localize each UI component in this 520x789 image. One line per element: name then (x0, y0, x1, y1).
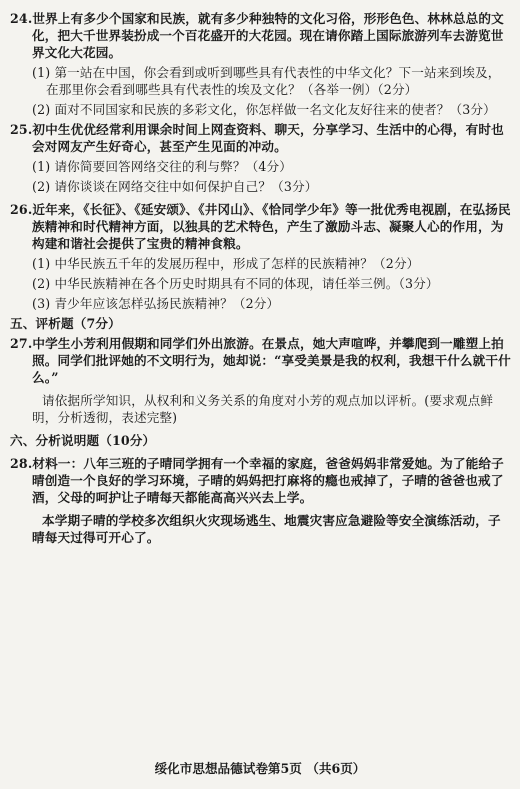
q26-intro-line-2: 族精神和时代精神方面，以独具的艺术特色，产生了激励斗志、凝聚人心的作用，为 (32, 219, 504, 234)
q28-material-line-2: 晴创造一个良好的学习环境，子晴的妈妈把打麻将的瘾也戒掉了，子晴的爸爸也戒了 (32, 473, 504, 488)
question-28 (10, 455, 508, 546)
q27-intro-line-2: 照。同学们批评她的不文明行为，她却说：“享受美景是我的权利，我想干什么就干什 (32, 353, 511, 368)
q26-sub2: (2) 中华民族精神在各个历史时期具有不同的体现，请任举三例。（3分） (32, 276, 439, 291)
q26-intro-line-3: 构建和谐社会提供了宝贵的精神食粮。 (32, 236, 249, 251)
q27-intro-line-3: 么。” (32, 370, 59, 385)
q27-intro-line-1: 27.中学生小芳利用假期和同学们外出旅游。在景点，她大声喧哗，并攀爬到一雕塑上拍 (10, 336, 504, 351)
q28-para2-line-1: 本学期子晴的学校多次组织火灾现场逃生、地震灾害应急避险等安全演练活动，子 (42, 513, 501, 528)
q25-sub2: (2) 请你谈谈在网络交往中如何保护自己？（3分） (32, 179, 318, 194)
question-27 (10, 335, 511, 426)
q24-sub2: (2) 面对不同国家和民族的多彩文化，你怎样做一名文化友好往来的使者？（3分） (32, 102, 496, 117)
section-6-heading: 六、分析说明题（10分） (10, 433, 156, 448)
page-footer: 绥化市思想品德试卷第5页 （共6页） (154, 761, 366, 776)
q24-intro-line-2: 化，把大千世界装扮成一个百花盛开的大花园。现在请你踏上国际旅游列车去游览世 (32, 28, 504, 43)
question-26 (10, 201, 511, 312)
q24-intro-line-1: 24.世界上有多少个国家和民族，就有多少种独特的文化习俗，形形色色、林林总总的文 (10, 11, 504, 26)
q26-intro-line-1: 26.近年来，《长征》、《延安颂》、《井冈山》、《恰同学少年》等一批优秀电视剧，在弘扬民 (10, 202, 511, 217)
q24-sub1-line-1: (1) 第一站在中国，你会看到或听到哪些具有代表性的中华文化？下一站来到埃及， (32, 65, 501, 80)
q27-task-line-1: 请依据所学知识，从权利和义务关系的角度对小芳的观点加以评析。(要求观点鲜 (42, 393, 494, 408)
q25-intro-line-1: 25.初中生优优经常利用课余时间上网查资料、聊天，分享学习、生活中的心得，有时也 (10, 122, 504, 137)
q27-task-line-2: 明，分析透彻，表述完整) (32, 410, 178, 425)
q26-sub3: (3) 青少年应该怎样弘扬民族精神？（2分） (32, 296, 280, 311)
section-5-heading: 五、评析题（7分） (10, 316, 121, 331)
q28-material-line-3: 酒，父母的呵护让子晴每天都能高高兴兴去上学。 (32, 490, 313, 505)
q25-sub1: (1) 请你简要回答网络交往的利与弊？（4分） (32, 159, 292, 174)
q28-material-line-1: 28.材料一：八年三班的子晴同学拥有一个幸福的家庭，爸爸妈妈非常爱她。为了能给子 (10, 456, 504, 471)
q24-intro-line-3: 界文化大花园。 (32, 45, 122, 60)
q28-para2-line-2: 晴每天过得可开心了。 (32, 530, 160, 545)
question-24 (10, 10, 508, 118)
question-25 (10, 121, 508, 195)
q26-sub1: (1) 中华民族五千年的发展历程中，形成了怎样的民族精神？（2分） (32, 256, 420, 271)
q25-intro-line-2: 会对网友产生好奇心，甚至产生见面的冲动。 (32, 139, 287, 154)
q24-sub1-line-2: 在那里你会看到哪些具有代表性的埃及文化？（各举一例）（2分） (46, 82, 418, 97)
